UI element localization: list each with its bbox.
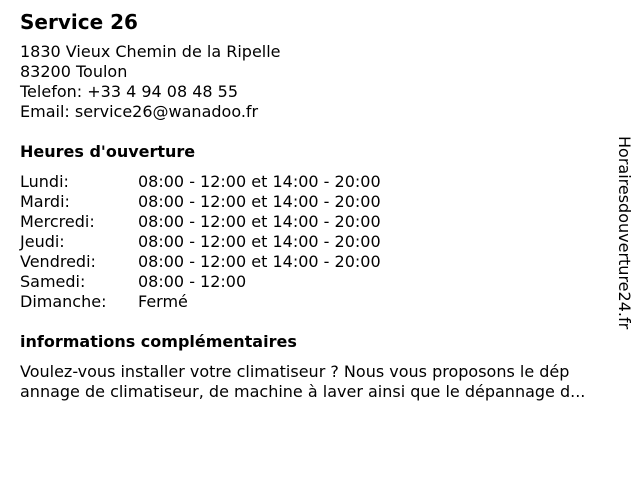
opening-hours-table xyxy=(20,172,381,312)
business-name: Service 26 xyxy=(20,10,138,34)
phone-number: Telefon: +33 4 94 08 48 55 xyxy=(20,82,239,101)
additional-info-text xyxy=(20,362,620,402)
hours-row xyxy=(20,272,381,292)
address-street: 1830 Vieux Chemin de la Ripelle xyxy=(20,42,281,61)
hours-time: 08:00 - 12:00 et 14:00 - 20:00 xyxy=(138,172,381,191)
hours-row xyxy=(20,232,381,252)
additional-info-heading: informations complémentaires xyxy=(20,332,297,351)
hours-time: Fermé xyxy=(138,292,188,311)
additional-info-line: annage de climatiseur, de machine à laver ainsi que le dépannage d... xyxy=(20,382,586,401)
address-city: 83200 Toulon xyxy=(20,62,128,81)
hours-time: 08:00 - 12:00 et 14:00 - 20:00 xyxy=(138,252,381,271)
hours-time: 08:00 - 12:00 et 14:00 - 20:00 xyxy=(138,212,381,231)
address-block xyxy=(20,42,610,122)
hours-day: Mercredi: xyxy=(20,212,95,231)
hours-time: 08:00 - 12:00 xyxy=(138,272,247,291)
email-address: Email: service26@wanadoo.fr xyxy=(20,102,259,121)
hours-day: Lundi: xyxy=(20,172,69,191)
hours-time: 08:00 - 12:00 et 14:00 - 20:00 xyxy=(138,232,381,251)
additional-info-line: Voulez-vous installer votre climatiseur ? Nous vous proposons le dép xyxy=(20,362,570,381)
hours-day: Mardi: xyxy=(20,192,70,211)
business-card xyxy=(20,10,610,402)
hours-day: Samedi: xyxy=(20,272,86,291)
hours-row xyxy=(20,172,381,192)
opening-hours-heading: Heures d'ouverture xyxy=(20,142,196,161)
hours-day: Dimanche: xyxy=(20,292,107,311)
hours-day: Jeudi: xyxy=(20,232,65,251)
hours-row xyxy=(20,252,381,272)
hours-row xyxy=(20,292,381,312)
hours-row xyxy=(20,212,381,232)
hours-day: Vendredi: xyxy=(20,252,96,271)
site-watermark: Horairesdouverture24.fr xyxy=(615,136,634,330)
hours-time: 08:00 - 12:00 et 14:00 - 20:00 xyxy=(138,192,381,211)
hours-row xyxy=(20,192,381,212)
